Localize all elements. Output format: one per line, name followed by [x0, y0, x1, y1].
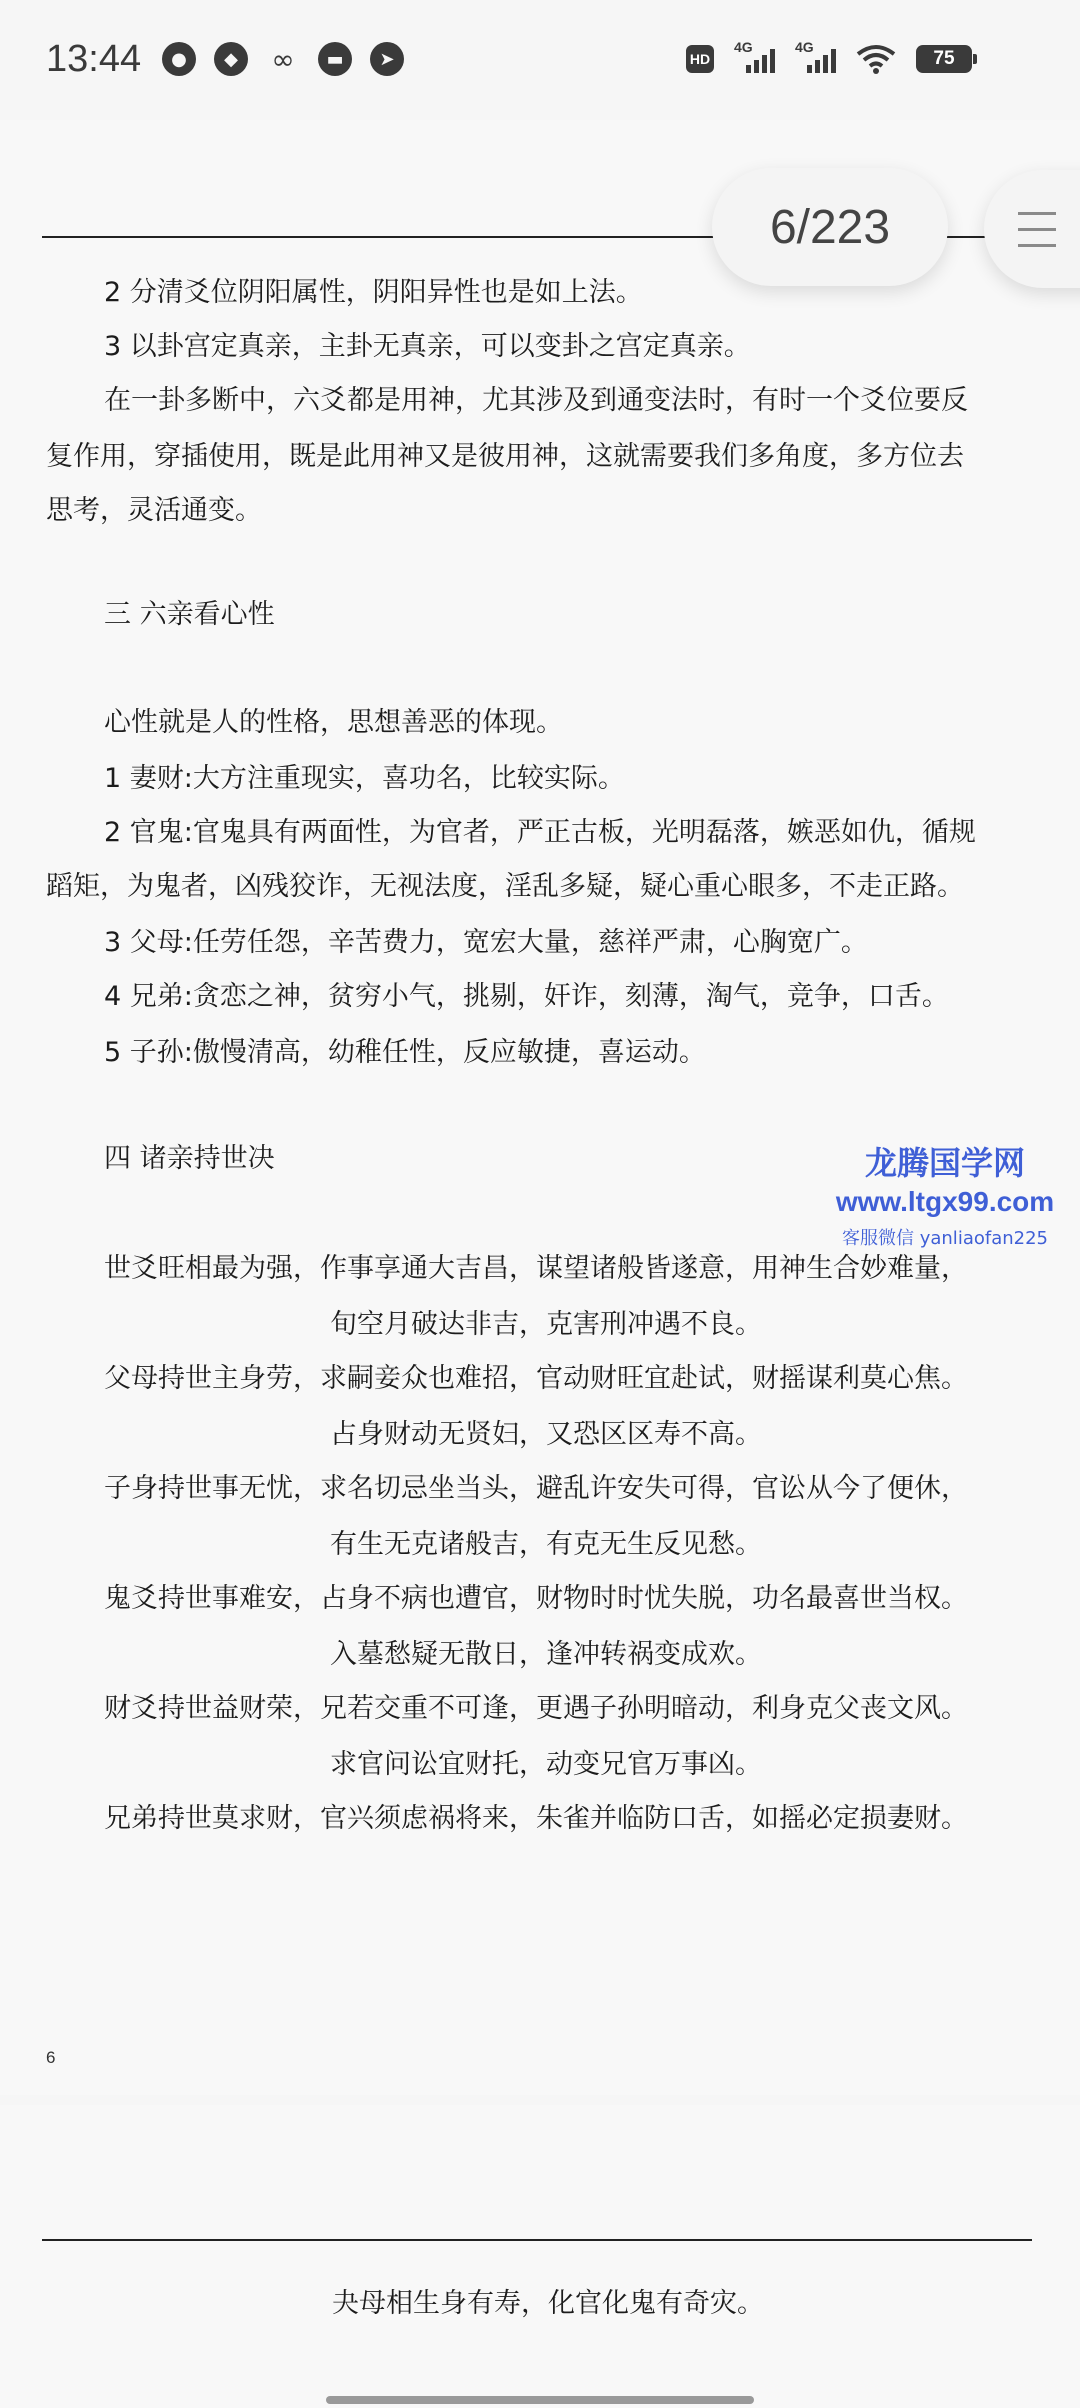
notification-icons — [162, 42, 404, 76]
watermark-url: www.ltgx99.com — [835, 1186, 1055, 1217]
document-line: 蹈矩，为鬼者，凶残狡诈，无视法度，淫乱多疑，疑心重心眼多，不走正路。 — [46, 871, 964, 902]
signal-icon-sim2: 4G — [795, 45, 836, 73]
document-line: 鬼爻持世事难安，占身不病也遭官，财物时时忧失脱，功名最喜世当权。 — [104, 1583, 968, 1614]
document-line: 财爻持世益财荣，兄若交重不可逢，更遇子孙明暗动，利身克父丧文风。 — [104, 1693, 968, 1724]
signal-icon-sim1: 4G — [734, 45, 775, 73]
watermark — [830, 1138, 1060, 1250]
document-line: 2 官鬼:官鬼具有两面性，为官者，严正古板，光明磊落，嫉恶如仇，循规 — [104, 817, 976, 848]
gesture-home-bar[interactable] — [326, 2396, 754, 2404]
document-line: 心性就是人的性格，思想善恶的体现。 — [104, 707, 563, 738]
document-line: 兄弟持世莫求财，官兴须虑祸将来，朱雀并临防口舌，如摇必定损妻财。 — [104, 1803, 968, 1834]
watermark-contact: 客服微信 yanliaofan225 — [842, 1228, 1048, 1249]
wechat-icon: ● — [162, 42, 196, 76]
document-page — [0, 120, 1080, 2095]
page-indicator[interactable]: 6/223 — [712, 168, 948, 286]
battery-icon: 75 — [916, 45, 972, 73]
section-heading: 三 六亲看心性 — [104, 599, 275, 630]
document-line: 在一卦多断中，六爻都是用神，尤其涉及到通变法时，有时一个爻位要反 — [104, 385, 968, 416]
message-icon: ▬ — [318, 42, 352, 76]
status-bar — [0, 0, 1080, 120]
document-line: 1 妻财:大方注重现实，喜功名，比较实际。 — [104, 763, 625, 794]
document-line: 复作用，穿插使用，既是此用神又是彼用神，这就需要我们多角度，多方位去 — [46, 441, 964, 472]
next-document-page — [0, 2105, 1080, 2408]
document-line: 入墓愁疑无散日，逢冲转祸变成欢。 — [330, 1639, 762, 1670]
document-line: 有生无克诸般吉，有克无生反见愁。 — [330, 1529, 762, 1560]
system-icons — [686, 39, 972, 74]
wifi-icon — [856, 44, 896, 74]
document-line: 父母持世主身劳，求嗣妾众也难招，官动财旺宜赴试，财摇谋利莫心焦。 — [104, 1363, 968, 1394]
document-line: 求官问讼宜财托，动变兄官万事凶。 — [330, 1749, 762, 1780]
hd-icon: HD — [686, 45, 714, 73]
document-line: 3 以卦宫定真亲，主卦无真亲，可以变卦之宫定真亲。 — [104, 331, 751, 362]
document-line: 4 兄弟:贪恋之神，贫穷小气，挑剔，奸诈，刻薄，淘气，竞争，口舌。 — [104, 981, 949, 1012]
section-heading: 四 诸亲持世决 — [104, 1143, 275, 1174]
next-page-first-line: 夬母相生身有寿，化官化鬼有奇灾。 — [332, 2288, 764, 2319]
next-header-rule — [42, 2239, 1032, 2241]
document-line: 占身财动无贤妇，又恐区区寿不高。 — [330, 1419, 762, 1450]
document-line: 子身持世事无忧，求名切忌坐当头，避乱许安失可得，官讼从今了便休， — [104, 1473, 968, 1504]
document-line: 世爻旺相最为强，作事享通大吉昌，谋望诸般皆遂意，用神生合妙难量， — [104, 1253, 968, 1284]
link-icon: ∞ — [271, 42, 295, 76]
document-line: 3 父母:任劳任怨，辛苦费力，宽宏大量，慈祥严肃，心胸宽广。 — [104, 927, 868, 958]
document-line: 旬空月破达非吉，克害刑冲遇不良。 — [330, 1309, 762, 1340]
document-line: 思考，灵活通变。 — [46, 495, 262, 526]
watermark-name: 龙腾国学网 — [864, 1144, 1025, 1182]
status-time: 13:44 — [46, 38, 142, 80]
compass-icon: ➤ — [370, 42, 404, 76]
app-icon: ◆ — [214, 42, 248, 76]
page-number: 6 — [46, 2048, 56, 2067]
document-line: 2 分清爻位阴阳属性，阴阳异性也是如上法。 — [104, 277, 643, 308]
document-line: 5 子孙:傲慢清高，幼稚任性，反应敏捷，喜运动。 — [104, 1037, 706, 1068]
